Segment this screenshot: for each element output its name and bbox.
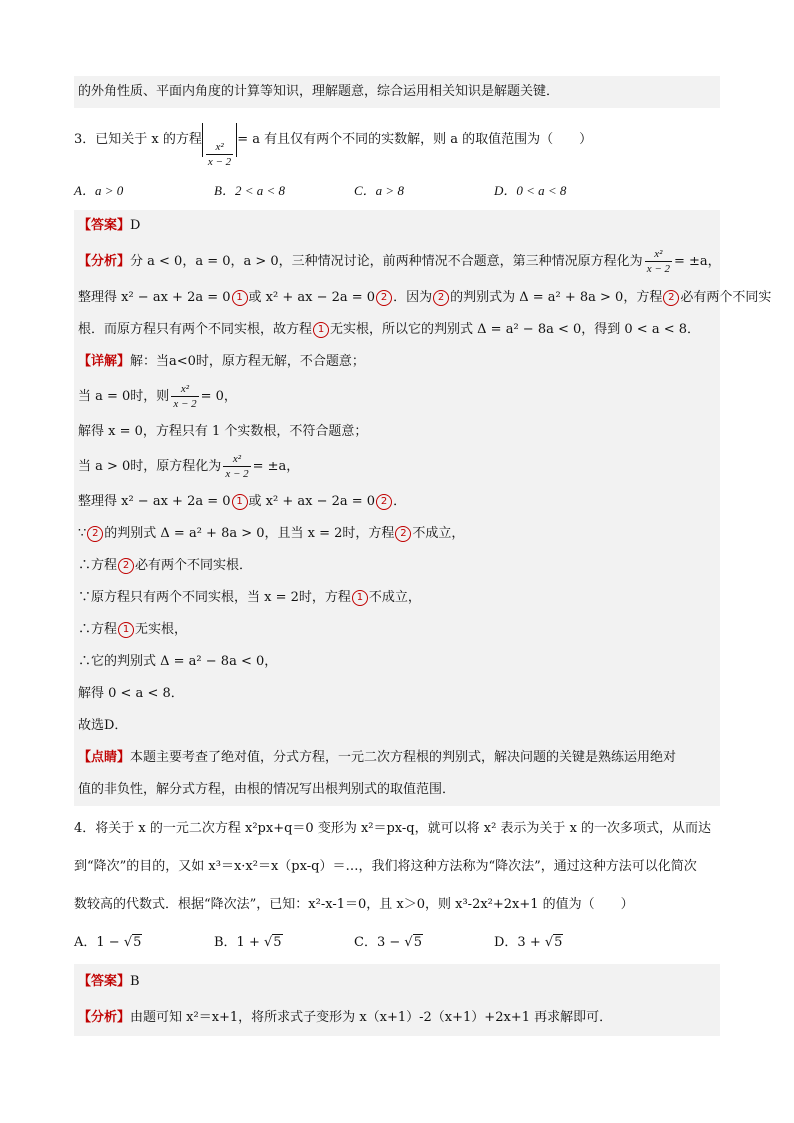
circled-one-icon: 1 [232, 494, 248, 510]
detail-line-5: 整理得 x² − ax + 2a = 0 1 或 x² + ax − 2a = 0 2 ． [78, 494, 407, 509]
top-note: 的外角性质、平面内角度的计算等知识，理解题意，综合运用相关知识是解题关键． [74, 76, 720, 108]
circled-one-icon: 1 [313, 322, 329, 338]
question-4-solution [74, 964, 720, 1036]
detail-line-11: 解得 0 < a < 8． [78, 686, 184, 701]
question-4-options [74, 924, 720, 962]
abs-value-bars [202, 123, 237, 168]
comment-line-1: 【点睛】本题主要考查了绝对值，分式方程，一元二次方程根的判别式，解决问题的关键是熟练运用绝对 [78, 750, 677, 765]
option-c: C．3 − √5 [354, 935, 422, 950]
analysis-line-1: 【分析】分 a < 0，a = 0，a > 0，三种情况讨论，前两种情况不合题意，第三种情况原方程化为 $\frac{\text{x²}}{x - 2}$ = ±a， [78, 248, 721, 275]
detail-line-6: ∵ 2 的判别式 Δ = a² + 8a > 0，且当 x = 2时，方程 2 不成立， [78, 526, 465, 541]
circled-two-icon: 2 [395, 526, 411, 542]
detail-line-4: 当 a > 0时，原方程化为 $\frac{\text{x²}}{x - 2}$ = ±a， [78, 453, 300, 480]
question-3-stem: 3．已知关于 x 的方程 $\frac{\text{x²}}{x - 2}$ = a 有且仅有两个不同的实数解，则 a 的取值范围为（ ） [74, 108, 720, 172]
circled-two-icon: 2 [376, 494, 392, 510]
detail-line-8: ∵原方程只有两个不同实根，当 x = 2时，方程 1 不成立， [78, 590, 421, 605]
fraction: $\frac{\text{x²}}{x - 2}$ [207, 140, 232, 168]
analysis-line-2: 整理得 x² − ax + 2a = 0 1 或 x² + ax − 2a = 0 2 ．因为 2 的判别式为 Δ = a² + 8a > 0，方程 2 必有两个不同实 [78, 290, 772, 305]
circled-two-icon: 2 [433, 290, 449, 306]
answer-line: 【答案】B [78, 974, 140, 989]
fraction: $\frac{\text{x²}}{x - 2}$ [225, 453, 249, 480]
question-3-options [74, 172, 720, 210]
option-d: D．3 + √5 [494, 935, 563, 950]
fraction: $\frac{\text{x²}}{x - 2}$ [646, 248, 670, 275]
analysis-line: 【分析】由题可知 x²＝x+1，将所求式子变形为 x（x+1）-2（x+1）+2x+1 再求解即可． [78, 1010, 613, 1025]
circled-one-icon: 1 [352, 590, 368, 606]
question-4-line-2: 到“降次”的目的，又如 x³＝x·x²＝x（px-q）＝…，我们将这种方法称为“降次法”，通过这种方法可以化简次 [74, 859, 697, 874]
circled-two-icon: 2 [376, 290, 392, 306]
detail-line-2: 当 a = 0时，则 $\frac{\text{x²}}{x - 2}$ = 0， [78, 383, 237, 410]
option-a: A．a > 0 [74, 183, 124, 198]
question-4-line-3: 数较高的代数式．根据“降次法”，已知：x²-x-1＝0，且 x＞0，则 x³-2x²+2x+1 的值为（ ） [74, 897, 634, 912]
option-c: C．a > 8 [354, 183, 404, 198]
option-b: B．1 + √5 [214, 935, 282, 950]
detail-line-3: 解得 x = 0，方程只有 1 个实数根，不符合题意； [78, 424, 368, 439]
circled-one-icon: 1 [118, 622, 134, 638]
circled-two-icon: 2 [87, 526, 103, 542]
comment-line-2: 值的非负性，解分式方程，由根的情况写出根判别式的取值范围． [78, 782, 456, 797]
circled-two-icon: 2 [663, 290, 679, 306]
question-3-solution [74, 210, 772, 806]
option-d: D．0 < a < 8 [494, 183, 567, 198]
option-b: B．2 < a < 8 [214, 183, 285, 198]
fraction: $\frac{\text{x²}}{x - 2}$ [173, 383, 197, 410]
analysis-line-3: 根．而原方程只有两个不同实根，故方程 1 无实根，所以它的判别式 Δ = a² − 8a < 0，得到 0 < a < 8． [78, 322, 701, 337]
question-4-line-1: 4．将关于 x 的一元二次方程 x²px+q＝0 变形为 x²＝px-q，就可以将 x² 表示为关于 x 的一次多项式，从而达 [74, 821, 712, 836]
page-content [74, 76, 772, 1036]
circled-two-icon: 2 [118, 558, 134, 574]
option-a: A．1 − √5 [74, 935, 142, 950]
circled-one-icon: 1 [232, 290, 248, 306]
detail-line-10: ∴它的判别式 Δ = a² − 8a < 0， [78, 654, 278, 669]
detail-line-7: ∴方程 2 必有两个不同实根． [78, 558, 253, 573]
detail-line-1: 【详解】解：当a<0时，原方程无解，不合题意； [78, 354, 365, 369]
detail-line-9: ∴方程 1 无实根， [78, 622, 188, 637]
answer-line: 【答案】D [78, 218, 141, 233]
detail-line-12: 故选D． [78, 718, 128, 733]
